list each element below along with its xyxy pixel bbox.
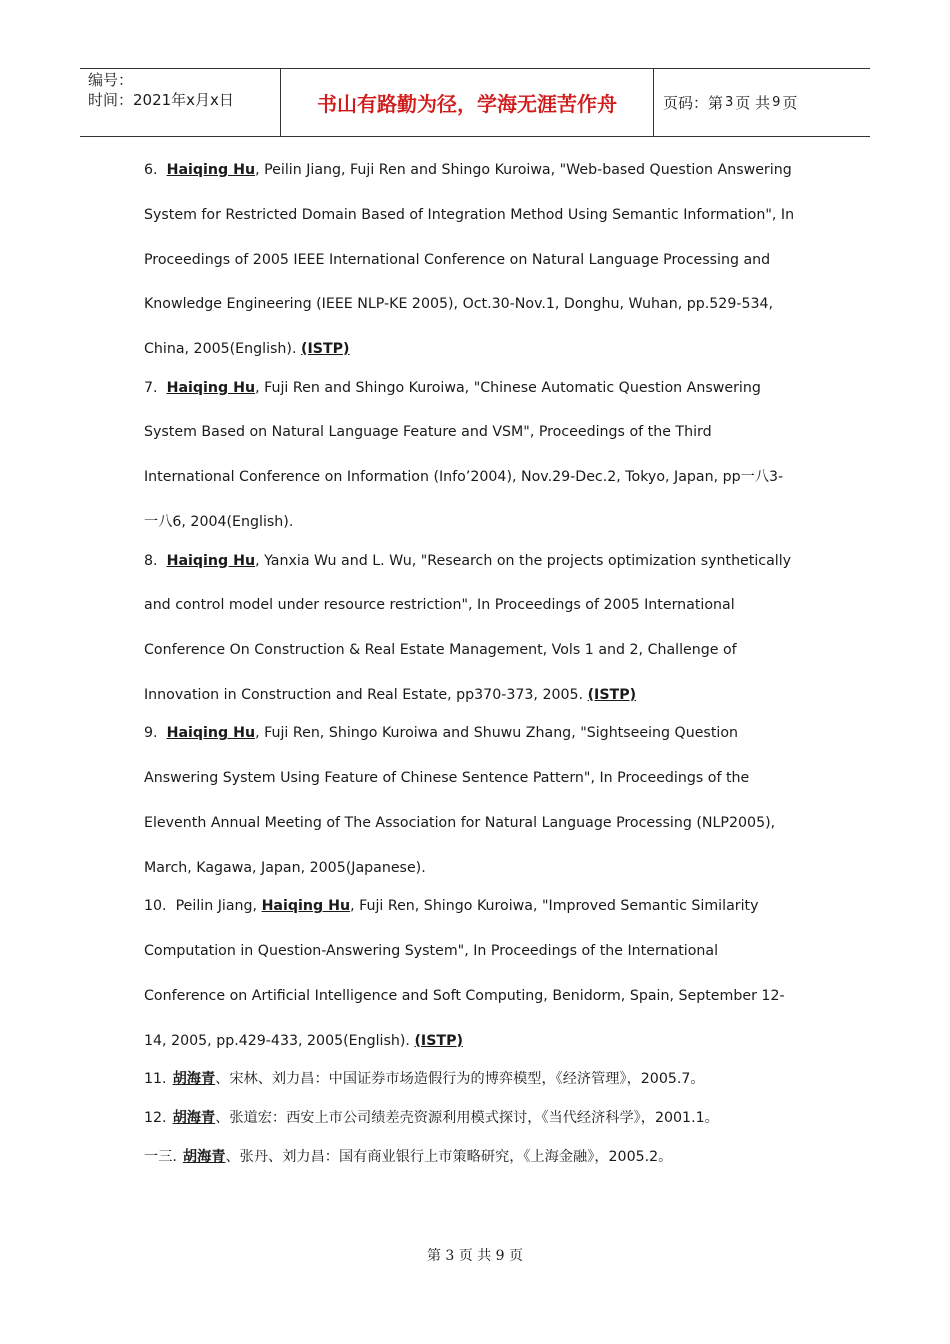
entry-number: 11. [144, 1071, 167, 1088]
entry-text: 、张丹、刘力昌：国有商业银行上市策略研究，《上海金融》，2005.2。 [225, 1149, 673, 1166]
author-name: 胡海青 [182, 1149, 226, 1166]
entry-text: Answering System Using Feature of Chinese Sentence Pattern", In Proceedings of the [144, 770, 750, 787]
entry-text: 、张道宏：西安上市公司绩差壳资源利用模式探讨，《当代经济科学》，2001.1。 [215, 1110, 719, 1127]
index-tag: (ISTP) [414, 1032, 463, 1049]
publication-entry-cn [144, 1106, 814, 1145]
publication-list [144, 158, 814, 1184]
header-motto: 书山有路勤为径，学海无涯苦作舟 [317, 92, 617, 116]
entry-text: System for Restricted Domain Based of Integration Method Using Semantic Information", In [144, 206, 795, 223]
page-mid: 页 共 [735, 94, 771, 112]
author-name: 胡海青 [172, 1071, 216, 1088]
entry-text: , Yanxia Wu and L. Wu, "Research on the projects optimization synthetically [255, 552, 792, 569]
page-suffix: 页 [782, 94, 798, 112]
page-footer: 第 3 页 共 9 页 [426, 1248, 524, 1264]
publication-entry [144, 549, 814, 722]
entry-text: Innovation in Construction and Real Estate, pp370-373, 2005. [144, 686, 588, 703]
entry-number: 12. [144, 1110, 167, 1127]
entry-text: , Fuji Ren, Shingo Kuroiwa and Shuwu Zhang, "Sightseeing Question [255, 725, 738, 742]
entry-text: Eleventh Annual Meeting of The Association for Natural Language Processing (NLP2005), [144, 815, 776, 832]
entry-number: 6. [144, 162, 158, 178]
entry-text: Conference On Construction & Real Estate Management, Vols 1 and 2, Challenge of [144, 642, 737, 659]
author-name: Haiqing Hu [261, 898, 351, 915]
entry-text: , Fuji Ren and Shingo Kuroiwa, "Chinese Automatic Question Answering [255, 379, 761, 396]
entry-number: 8. [144, 552, 158, 569]
entry-text: Peilin Jiang, [175, 898, 262, 915]
author-name: Haiqing Hu [166, 162, 256, 178]
publication-entry [144, 376, 814, 549]
page-prefix: 页码：第 [663, 94, 724, 112]
entry-text: 、宋林、刘力昌：中国证券市场造假行为的博弈模型，《经济管理》，2005.7。 [215, 1071, 705, 1088]
author-name: Haiqing Hu [166, 725, 256, 742]
page-header [80, 68, 870, 137]
entry-number: 7. [144, 379, 158, 396]
publication-entry [144, 721, 814, 894]
serial-number-label: 编号： [88, 71, 134, 89]
index-tag: (ISTP) [587, 686, 637, 703]
entry-text: , Fuji Ren, Shingo Kuroiwa, "Improved Semantic Similarity [350, 898, 759, 915]
entry-text: 14, 2005, pp.429-433, 2005(English). [144, 1032, 415, 1049]
entry-text: System Based on Natural Language Feature and VSM", Proceedings of the Third [144, 424, 712, 441]
entry-number: 一三. [144, 1149, 177, 1166]
page-number: 3 [725, 95, 734, 110]
header-meta [88, 69, 280, 136]
author-name: Haiqing Hu [166, 379, 256, 396]
entry-text: Proceedings of 2005 IEEE International Conference on Natural Language Processing and [144, 251, 771, 268]
index-tag: (ISTP) [300, 341, 350, 358]
publication-entry-cn [144, 1067, 814, 1106]
entry-text: China, 2005(English). [144, 341, 301, 358]
entry-text: 一八6, 2004(English). [144, 514, 294, 531]
entry-text: International Conference on Information (Info’2004), Nov.29-Dec.2, Tokyo, Japan, pp一八3- [144, 469, 784, 486]
entry-text: , Peilin Jiang, Fuji Ren and Shingo Kuroiwa, "Web-based Question Answering [255, 162, 792, 178]
author-name: Haiqing Hu [166, 552, 256, 569]
page-total: 9 [772, 95, 781, 110]
entry-text: Knowledge Engineering (IEEE NLP-KE 2005), Oct.30-Nov.1, Donghu, Wuhan, pp.529-534, [144, 296, 774, 313]
entry-text: Conference on Artificial Intelligence and Soft Computing, Benidorm, Spain, September 12- [144, 987, 785, 1004]
author-name: 胡海青 [172, 1110, 216, 1127]
header-page-info [663, 69, 797, 136]
date-label: 时间：2021年x月x日 [88, 91, 234, 109]
entry-text: March, Kagawa, Japan, 2005(Japanese). [144, 859, 426, 876]
entry-text: Computation in Question-Answering System", In Proceedings of the International [144, 943, 719, 960]
entry-text: and control model under resource restriction", In Proceedings of 2005 International [144, 597, 735, 614]
header-divider [653, 69, 654, 136]
publication-entry [144, 158, 814, 376]
entry-number: 9. [144, 725, 158, 742]
entry-number: 10. [144, 898, 167, 915]
publication-entry [144, 894, 814, 1067]
publication-entry-cn [144, 1145, 814, 1184]
